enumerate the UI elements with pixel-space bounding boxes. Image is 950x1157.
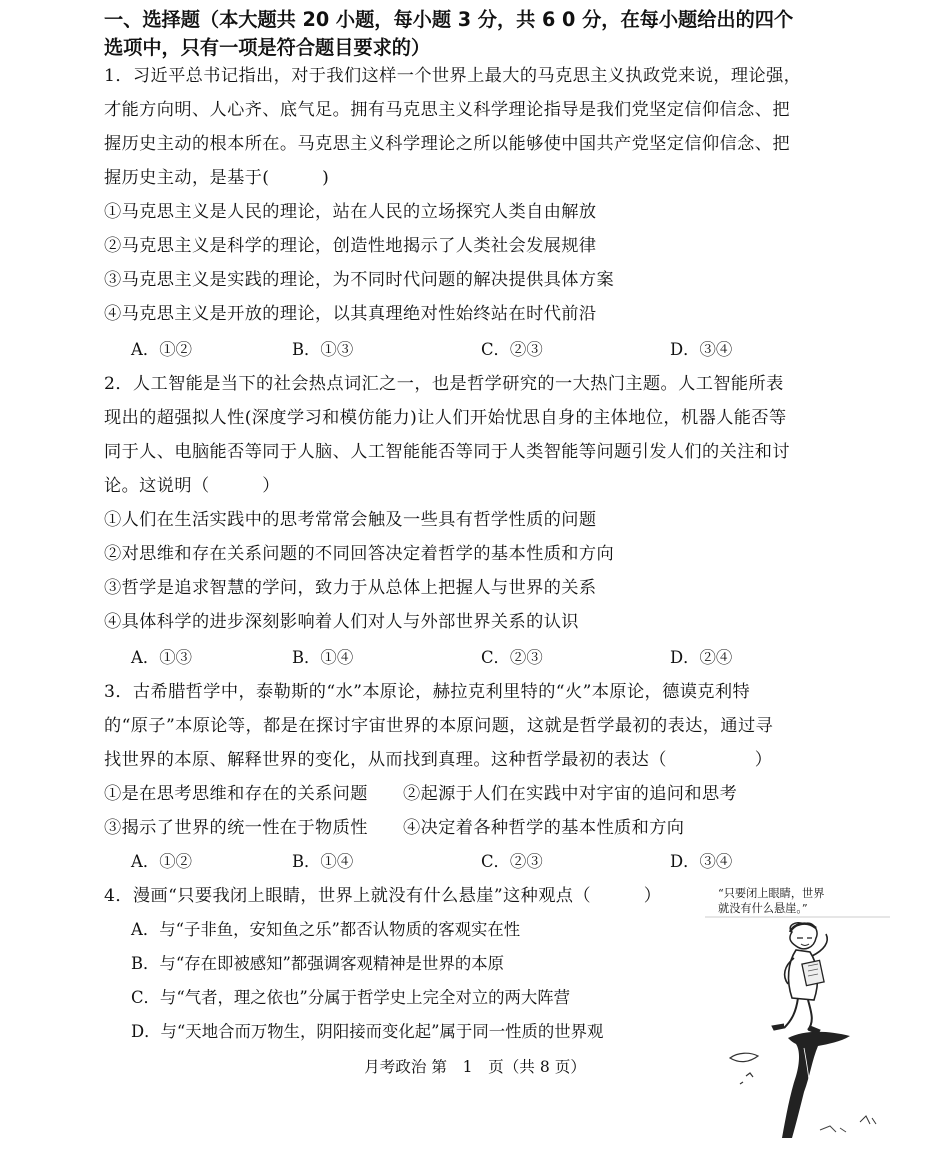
q3-statements-line2: ③揭示了世界的统一性在于物质性 ④决定着各种哲学的基本性质和方向 [104, 818, 685, 838]
q2-option-c: C．②③ [481, 648, 543, 667]
section-heading-line1: 一、选择题（本大题共 20 小题，每小题 3 分，共 6 0 分，在每小题给出的四个 [104, 8, 794, 31]
q1-statement-4: ④马克思主义是开放的理论，以其真理绝对性始终站在时代前沿 [104, 304, 597, 324]
page-footer: 月考政治 第 1 页（共 8 页） [364, 1058, 586, 1076]
q2-option-b: B．①④ [292, 648, 354, 667]
q1-stem-line2: 才能方向明、人心齐、底气足。拥有马克思主义科学理论指导是我们党坚定信仰信念、把 [104, 100, 790, 120]
q2-statement-2: ②对思维和存在关系问题的不同回答决定着哲学的基本性质和方向 [104, 544, 615, 564]
cartoon-cliff-illustration [700, 880, 900, 1140]
q2-statement-1: ①人们在生活实践中的思考常常会触及一些具有哲学性质的问题 [104, 510, 597, 530]
q3-option-a: A．①② [131, 852, 193, 871]
q4-option-c: C．与“气者，理之依也”分属于哲学史上完全对立的两大阵营 [131, 988, 571, 1007]
q4-option-b: B．与“存在即被感知”都强调客观精神是世界的本原 [131, 954, 505, 973]
q1-option-b: B．①③ [292, 340, 354, 359]
q2-stem-line4: 论。这说明（ ） [104, 476, 280, 496]
q1-option-a: A．①② [131, 340, 193, 359]
q2-option-a: A．①③ [131, 648, 193, 667]
q3-option-d: D．③④ [670, 852, 733, 871]
q1-option-c: C．②③ [481, 340, 543, 359]
q2-stem-line2: 现出的超强拟人性(深度学习和模仿能力)让人们开始忧思自身的主体地位，机器人能否等 [104, 408, 787, 428]
q3-stem-line3: 找世界的本原、解释世界的变化，从而找到真理。这种哲学最初的表达（ ） [104, 750, 773, 770]
q3-option-b: B．①④ [292, 852, 354, 871]
cartoon-caption-line1: “只要闭上眼睛，世界 [718, 887, 825, 900]
q1-stem-line1: 1．习近平总书记指出，对于我们这样一个世界上最大的马克思主义执政党来说，理论强， [104, 66, 802, 86]
q2-stem-line3: 同于人、电脑能否等同于人脑、人工智能能否等同于人类智能等问题引发人们的关注和讨 [104, 442, 790, 462]
section-heading-line2: 选项中，只有一项是符合题目要求的） [104, 36, 431, 59]
q4-option-a: A．与“子非鱼，安知鱼之乐”都否认物质的客观实在性 [131, 920, 521, 939]
q1-stem-line4: 握历史主动，是基于( ) [104, 168, 330, 188]
q4-stem: 4．漫画“只要我闭上眼睛，世界上就没有什么悬崖”这种观点（ ） [104, 886, 662, 906]
q2-option-d: D．②④ [670, 648, 733, 667]
q3-option-c: C．②③ [481, 852, 543, 871]
cartoon-caption-line2: 就没有什么悬崖。” [718, 902, 808, 915]
q1-statement-2: ②马克思主义是科学的理论，创造性地揭示了人类社会发展规律 [104, 236, 597, 256]
q1-stem-line3: 握历史主动的根本所在。马克思主义科学理论之所以能够使中国共产党坚定信仰信念、把 [104, 134, 790, 154]
q3-statements-line1: ①是在思考思维和存在的关系问题 ②起源于人们在实践中对宇宙的追问和思考 [104, 784, 738, 804]
q2-stem-line1: 2．人工智能是当下的社会热点词汇之一，也是哲学研究的一大热门主题。人工智能所表 [104, 374, 784, 394]
q1-option-d: D．③④ [670, 340, 733, 359]
q3-stem-line1: 3．古希腊哲学中，泰勒斯的“水”本原论，赫拉克利里特的“火”本原论，德谟克利特 [104, 682, 751, 702]
q4-option-d: D．与“天地合而万物生，阴阳接而变化起”属于同一性质的世界观 [131, 1022, 604, 1041]
q1-statement-1: ①马克思主义是人民的理论，站在人民的立场探究人类自由解放 [104, 202, 597, 222]
q2-statement-4: ④具体科学的进步深刻影响着人们对人与外部世界关系的认识 [104, 612, 579, 632]
q2-statement-3: ③哲学是追求智慧的学问，致力于从总体上把握人与世界的关系 [104, 578, 597, 598]
q1-statement-3: ③马克思主义是实践的理论，为不同时代问题的解决提供具体方案 [104, 270, 615, 290]
q3-stem-line2: 的“原子”本原论等，都是在探讨宇宙世界的本原问题，这就是哲学最初的表达，通过寻 [104, 716, 774, 736]
